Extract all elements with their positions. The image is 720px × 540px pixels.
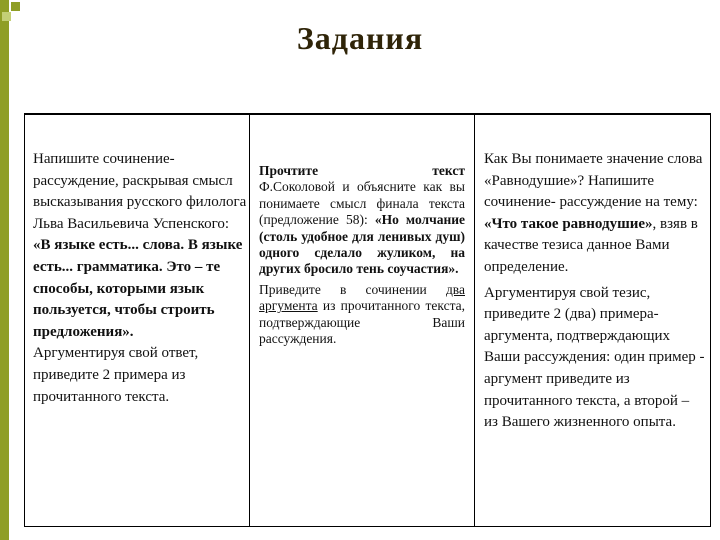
decor-square (11, 2, 20, 11)
task2-lead: Прочтите текст (259, 163, 465, 178)
sidebar-accent-bar (0, 0, 9, 540)
task3-argument: Аргументируя свой тезис, приведите 2 (два) примера-аргумента, подтверждающих Ваши рассуждения: один пример - аргумент приведите из прочитанного текста, а второй – из Вашего жизненного опыта. (484, 284, 705, 431)
task3-instruction: Как Вы понимаете значение слова «Равнодушие»? Напишите сочинение- рассуждение на тему: «Что такое равнодушие», взяв в качестве тезиса данное Вами определение. (484, 151, 703, 275)
task1-argument: Аргументируя свой ответ, приведите 2 примера из прочитанного текста. (33, 345, 199, 405)
task-cell-3 (484, 149, 706, 434)
slide-title: Задания (296, 20, 424, 56)
column-divider (474, 115, 475, 526)
underlined-count: два аргумента (259, 281, 465, 314)
tasks-table (24, 113, 711, 527)
column-divider (249, 115, 250, 526)
task-cell-1 (33, 149, 247, 408)
task3-topic: «Что такое равнодушие» (484, 215, 653, 232)
task1-instruction: Напишите сочинение-рассуждение, раскрывая смысл высказывания русского филолога Льва Васильевича Успенского: (33, 151, 247, 232)
task-cell-2 (259, 163, 465, 347)
task1-quote: «В языке есть... слова. В языке есть... грамматика. Это – те способы, которыми язык пользуется, чтобы строить предложения». (33, 237, 243, 340)
task2-instruction: Ф.Соколовой и объясните как вы понимаете смысл финала текста (предложение 58): (259, 179, 465, 228)
task2-quote: «Но молчание (столь удобное для ленивых душ) одного сделало жуликом, на других бросило тень соучастия». (259, 212, 465, 277)
task2-argument: Приведите в сочинении два аргумента из прочитанного текста, подтверждающие Ваши рассуждения. (259, 281, 465, 347)
